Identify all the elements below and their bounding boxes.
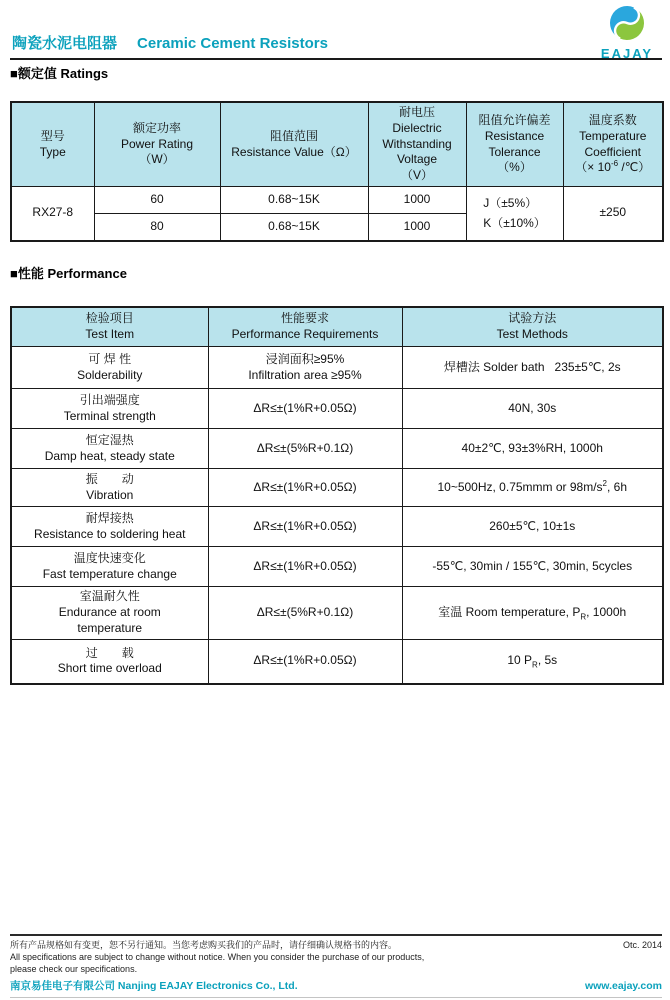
test-item-cell: 耐焊接热 Resistance to soldering heat <box>11 507 208 547</box>
ratings-header-resistance: 阻值范围 Resistance Value（Ω） <box>220 102 368 187</box>
requirement-cell: ΔR≤±(1%R+0.05Ω) <box>208 639 402 684</box>
voltage-cell: 1000 <box>368 187 466 214</box>
performance-row-fast-temperature-change <box>11 547 663 587</box>
temp-coefficient-cell: ±250 <box>563 187 663 241</box>
temp-coefficient-unit: （× $10^{-6}$ /℃） <box>575 159 651 175</box>
requirement-cell: 浸润面积≥95% Infiltration area ≥95% <box>208 347 402 389</box>
header-divider <box>10 58 662 60</box>
footer-company-name: 南京易佳电子有限公司 Nanjing EAJAY Electronics Co., Ltd. <box>10 980 298 992</box>
performance-row-vibration <box>11 469 663 507</box>
method-cell: 40N, 30s <box>402 389 663 429</box>
test-item-cell: 室温耐久性 Endurance at room temperature <box>11 587 208 639</box>
footer-notice-zh: 所有产品规格如有变更，恕不另行通知。当您考虑购买我们的产品时，请仔细确认规格书的内容。 <box>10 939 398 950</box>
power-cell: 60 <box>94 187 220 214</box>
footer-notice-en-line2: please check our specifications. <box>10 963 138 974</box>
voltage-cell: 1000 <box>368 214 466 241</box>
test-item-cell: 可 焊 性 Solderability <box>11 347 208 389</box>
requirement-cell: ΔR≤±(5%R+0.1Ω) <box>208 587 402 639</box>
ratings-header-tolerance: 阻值允许偏差 Resistance Tolerance （%） <box>466 102 563 187</box>
method-cell: 室温 Room temperature, $P_R$, 1000h <box>402 587 663 639</box>
method-cell: 40±2℃, 93±3%RH, 1000h <box>402 429 663 469</box>
logo-wordmark: EAJAY <box>600 46 654 61</box>
requirement-cell: ΔR≤±(1%R+0.05Ω) <box>208 389 402 429</box>
performance-header-item: 检验项目 Test Item <box>11 307 208 347</box>
page-title-zh: 陶瓷水泥电阻器 <box>12 35 118 52</box>
page-title-en: Ceramic Cement Resistors <box>137 35 328 52</box>
ratings-header-power: 额定功率 Power Rating （W） <box>94 102 220 187</box>
performance-row-soldering-heat <box>11 507 663 547</box>
performance-header-method: 试验方法 Test Methods <box>402 307 663 347</box>
method-cell: -55℃, 30min / 155℃, 30min, 5cycles <box>402 547 663 587</box>
power-cell: 80 <box>94 214 220 241</box>
ratings-data-row <box>11 187 663 214</box>
footer-notice-en-line1: All specifications are subject to change without notice. When you consider the purchase of our products, <box>10 951 425 962</box>
eajay-logo-icon <box>609 29 645 46</box>
page-header <box>10 0 662 61</box>
ratings-section-heading: ■额定值 Ratings <box>10 66 109 81</box>
test-item-cell: 振 动 Vibration <box>11 469 208 507</box>
resistance-cell: 0.68~15K <box>220 187 368 214</box>
performance-row-endurance <box>11 587 663 639</box>
performance-row-damp-heat <box>11 429 663 469</box>
performance-header-row <box>11 307 663 347</box>
performance-row-overload <box>11 639 663 684</box>
ratings-header-temp-coefficient: 温度系数 Temperature Coefficient （× $10^{-6}$ /℃） <box>563 102 663 187</box>
ratings-header-type: 型号 Type <box>11 102 94 187</box>
method-cell: 260±5℃, 10±1s <box>402 507 663 547</box>
performance-row-terminal-strength <box>11 389 663 429</box>
page-title <box>12 32 328 53</box>
test-item-cell: 引出端强度 Terminal strength <box>11 389 208 429</box>
test-item-cell: 过 载 Short time overload <box>11 639 208 684</box>
method-cell: 焊槽法 Solder bath 235±5℃, 2s <box>402 347 663 389</box>
requirement-cell: ΔR≤±(5%R+0.1Ω) <box>208 429 402 469</box>
page-footer <box>10 934 662 998</box>
resistance-cell: 0.68~15K <box>220 214 368 241</box>
type-value-cell: RX27-8 <box>11 187 94 241</box>
performance-header-requirement: 性能要求 Performance Requirements <box>208 307 402 347</box>
performance-section-heading: ■性能 Performance <box>10 265 127 281</box>
ratings-header-row <box>11 102 663 187</box>
performance-row-solderability <box>11 347 663 389</box>
footer-website: www.eajay.com <box>584 980 662 992</box>
ratings-table <box>10 101 664 242</box>
requirement-cell: ΔR≤±(1%R+0.05Ω) <box>208 507 402 547</box>
company-logo <box>596 4 658 61</box>
requirement-cell: ΔR≤±(1%R+0.05Ω) <box>208 547 402 587</box>
tolerance-cell: J（±5%） K（±10%） <box>466 187 563 241</box>
ratings-header-voltage: 耐电压 Dielectric Withstanding Voltage （V） <box>368 102 466 187</box>
requirement-cell: ΔR≤±(1%R+0.05Ω) <box>208 469 402 507</box>
test-item-cell: 温度快速变化 Fast temperature change <box>11 547 208 587</box>
performance-table <box>10 306 664 685</box>
method-cell: 10 $P_R$, 5s <box>402 639 663 684</box>
method-cell: 10~500Hz, 0.75mmm or $98m/s^2$, 6h <box>402 469 663 507</box>
test-item-cell: 恒定湿热 Damp heat, steady state <box>11 429 208 469</box>
footer-date: Otc. 2014 <box>622 939 662 950</box>
